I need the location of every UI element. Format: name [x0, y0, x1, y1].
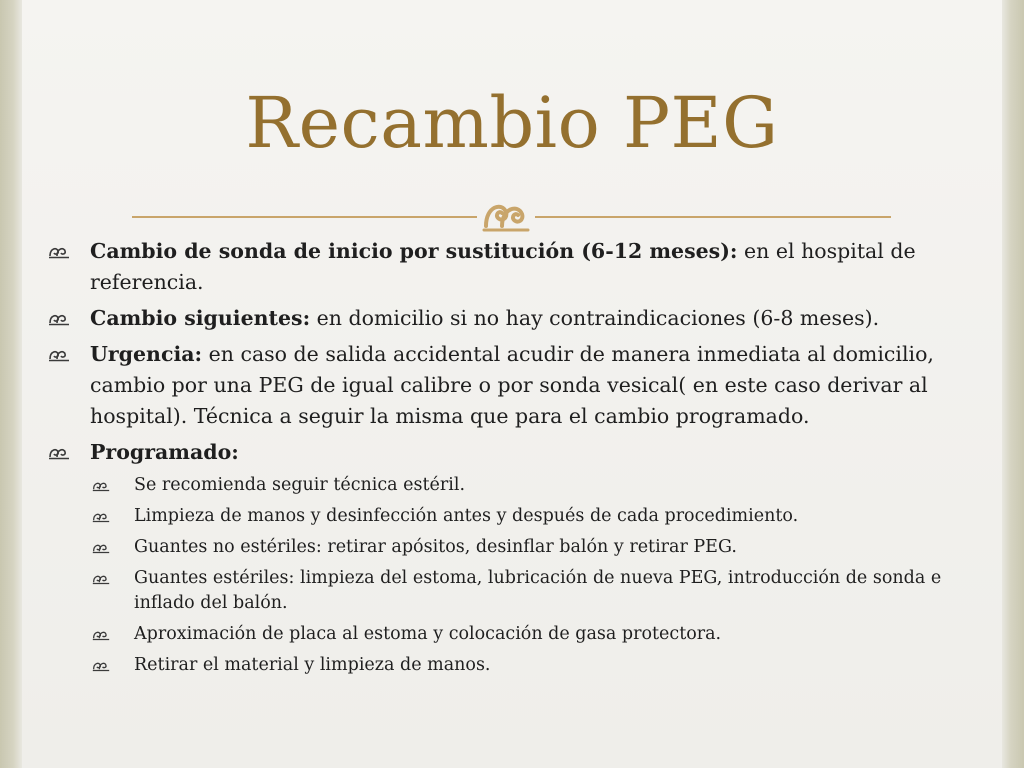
- fancy-scroll-bullet-icon: [92, 573, 110, 585]
- sub-list-item-text: Guantes no estériles: retirar apósitos, desinflar balón y retirar PEG.: [134, 537, 737, 557]
- fancy-scroll-bullet-icon: [92, 480, 110, 492]
- list-item-text: en caso de salida accidental acudir de manera inmediata al domicilio, cambio por una PEG de igual calibre o por sonda vesical( en este caso derivar al hospital). Técnica a seguir la misma que para el cambio programado.: [90, 342, 934, 428]
- ornament-scroll-icon: [480, 196, 532, 236]
- sub-list-item: [48, 622, 968, 647]
- fancy-scroll-bullet-icon: [92, 629, 110, 641]
- fancy-scroll-bullet-icon: [48, 348, 70, 362]
- fancy-scroll-bullet-icon: [92, 660, 110, 672]
- fancy-scroll-bullet-icon: [48, 446, 70, 460]
- fancy-scroll-bullet-icon: [92, 542, 110, 554]
- list-item-heading: Programado:: [90, 440, 239, 464]
- sub-list-item-text: Limpieza de manos y desinfección antes y después de cada procedimiento.: [134, 506, 799, 526]
- list-item-heading: Cambio siguientes:: [90, 306, 311, 330]
- list-item: [48, 339, 968, 432]
- list-item-text: en domicilio si no hay contraindicaciones (6-8 meses).: [310, 306, 880, 330]
- fancy-scroll-bullet-icon: [48, 312, 70, 326]
- sub-list-item-text: Guantes estériles: limpieza del estoma, lubricación de nueva PEG, introducción de sonda e inflado del balón.: [134, 568, 942, 613]
- list-item-heading: Urgencia:: [90, 342, 203, 366]
- fancy-scroll-bullet-icon: [92, 511, 110, 523]
- sub-list-item-text: Aproximación de placa al estoma y colocación de gasa protectora.: [134, 624, 722, 644]
- title-divider-right: [535, 216, 891, 218]
- sub-list-item: [48, 653, 968, 678]
- sub-list-item: [48, 504, 968, 529]
- slide-content: [48, 236, 968, 684]
- list-item-heading: Cambio de sonda de inicio por sustitución (6-12 meses):: [90, 239, 738, 263]
- list-item: [48, 303, 968, 334]
- title-divider-left: [132, 216, 477, 218]
- list-item-text: en el hospital de referencia.: [90, 239, 916, 294]
- sub-list-item: [48, 535, 968, 560]
- list-item: [48, 437, 968, 468]
- sub-list-item-text: Se recomienda seguir técnica estéril.: [134, 475, 466, 495]
- slide-title: Recambio PEG: [245, 82, 779, 164]
- list-item: [48, 236, 968, 298]
- sub-list-item: [48, 566, 968, 616]
- fancy-scroll-bullet-icon: [48, 245, 70, 259]
- sub-list-item-text: Retirar el material y limpieza de manos.: [134, 655, 491, 675]
- sub-list-item: [48, 473, 968, 498]
